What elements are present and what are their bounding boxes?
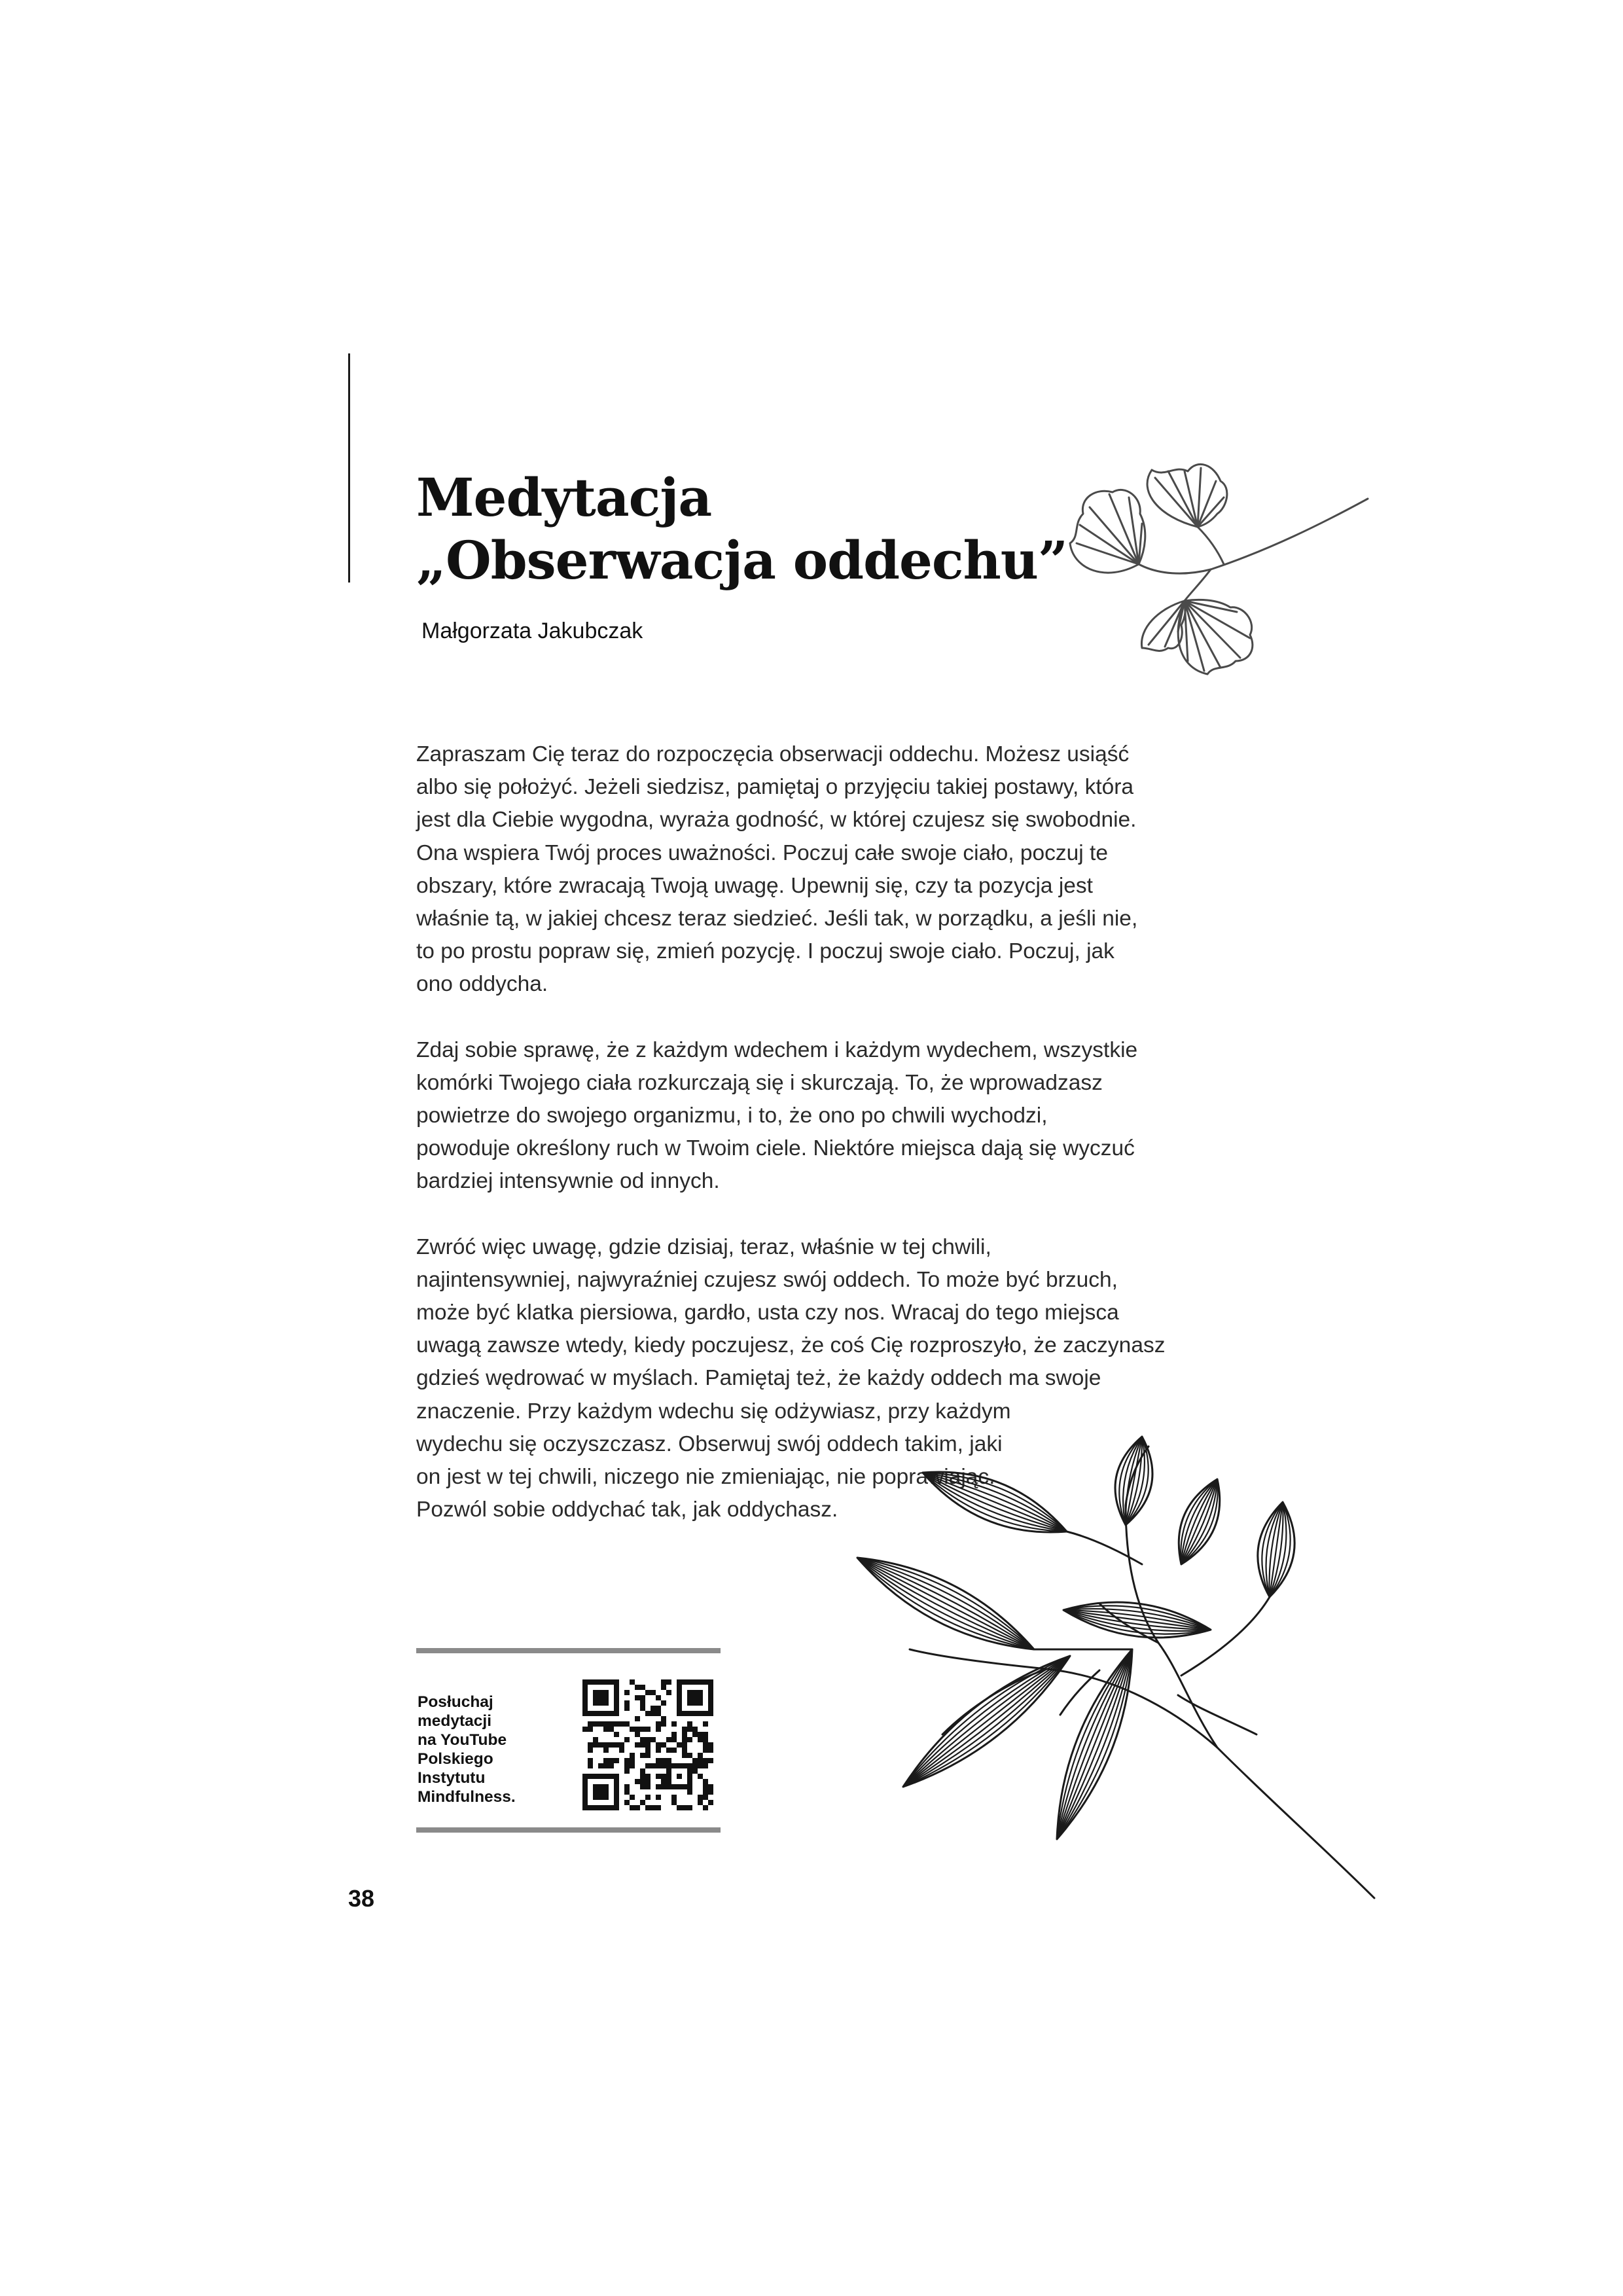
text-line: to po prostu popraw się, zmień pozycję. I poczuj swoje ciało. Poczuj, jak [416,939,1115,964]
ginkgo-branch-illustration [1060,452,1387,687]
text-line: najintensywniej, najwyraźniej czujesz swój oddech. To może być brzuch, [416,1267,1118,1292]
qr-caption-line: Polskiego [418,1750,493,1768]
text-line: komórki Twojego ciała rozkurczają się i skurczają. To, że wprowadzasz [416,1070,1103,1095]
text-line: bardziej intensywnie od innych. [416,1169,720,1194]
text-line: on jest w tej chwili, niczego nie zmieniając, nie poprawiając. [416,1465,995,1490]
vertical-rule [348,353,350,583]
text-line: Zwróć więc uwagę, gdzie dzisiaj, teraz, właśnie w tej chwili, [416,1234,991,1259]
title-line-1: Medytacja [416,467,712,528]
text-line: powoduje określony ruch w Twoim ciele. Niektóre miejsca dają się wyczuć [416,1136,1135,1161]
page-number: 38 [348,1885,375,1912]
text-line: ono oddycha. [416,972,548,997]
text-line: właśnie tą, w jakiej chcesz teraz siedzieć. Jeśli tak, w porządku, a jeśli nie, [416,906,1138,931]
paragraph-1 [416,738,1260,1001]
paragraph-2 [416,1034,1260,1198]
qr-caption-line: Posłuchaj [418,1693,493,1711]
page-title [416,466,1067,592]
text-line: powietrze do swojego organizmu, i to, że ono po chwili wychodzi, [416,1103,1048,1128]
qr-section [416,1648,721,1833]
text-line: albo się położyć. Jeżeli siedzisz, pamiętaj o przyjęciu takiej postawy, która [416,775,1134,800]
qr-caption [418,1693,516,1806]
qr-caption-line: na YouTube [418,1731,507,1749]
text-line: obszary, które zwracają Twoją uwagę. Upewnij się, czy ta pozycja jest [416,873,1093,898]
text-line: może być klatka piersiowa, gardło, usta czy nos. Wracaj do tego miejsca [416,1300,1119,1325]
text-line: Zdaj sobie sprawę, że z każdym wdechem i każdym wydechem, wszystkie [416,1037,1138,1062]
text-line: wydechu się oczyszczasz. Obserwuj swój oddech takim, jaki [416,1431,1003,1456]
qr-code-icon[interactable] [582,1679,713,1810]
text-line: jest dla Ciebie wygodna, wyraża godność, w której czujesz się swobodnie. [416,808,1137,833]
qr-caption-line: Mindfulness. [418,1788,516,1806]
title-line-2: „Obserwacja oddechu” [416,529,1067,591]
leaf-branch-illustration [851,1433,1387,1905]
text-line: znaczenie. Przy każdym wdechu się odżywiasz, przy każdym [416,1399,1011,1424]
text-line: gdzieś wędrować w myślach. Pamiętaj też, że każdy oddech ma swoje [416,1366,1101,1391]
text-line: Ona wspiera Twój proces uważności. Poczuj całe swoje ciało, poczuj te [416,840,1109,865]
qr-caption-line: medytacji [418,1712,492,1730]
qr-caption-line: Instytutu [418,1769,486,1787]
text-line: Pozwól sobie oddychać tak, jak oddychasz. [416,1498,838,1522]
text-line: Zapraszam Cię teraz do rozpoczęcia obserwacji oddechu. Możesz usiąść [416,742,1130,766]
text-line: uwagą zawsze wtedy, kiedy poczujesz, że coś Cię rozproszyło, że zaczynasz [416,1333,1166,1358]
author-name: Małgorzata Jakubczak [421,619,643,643]
